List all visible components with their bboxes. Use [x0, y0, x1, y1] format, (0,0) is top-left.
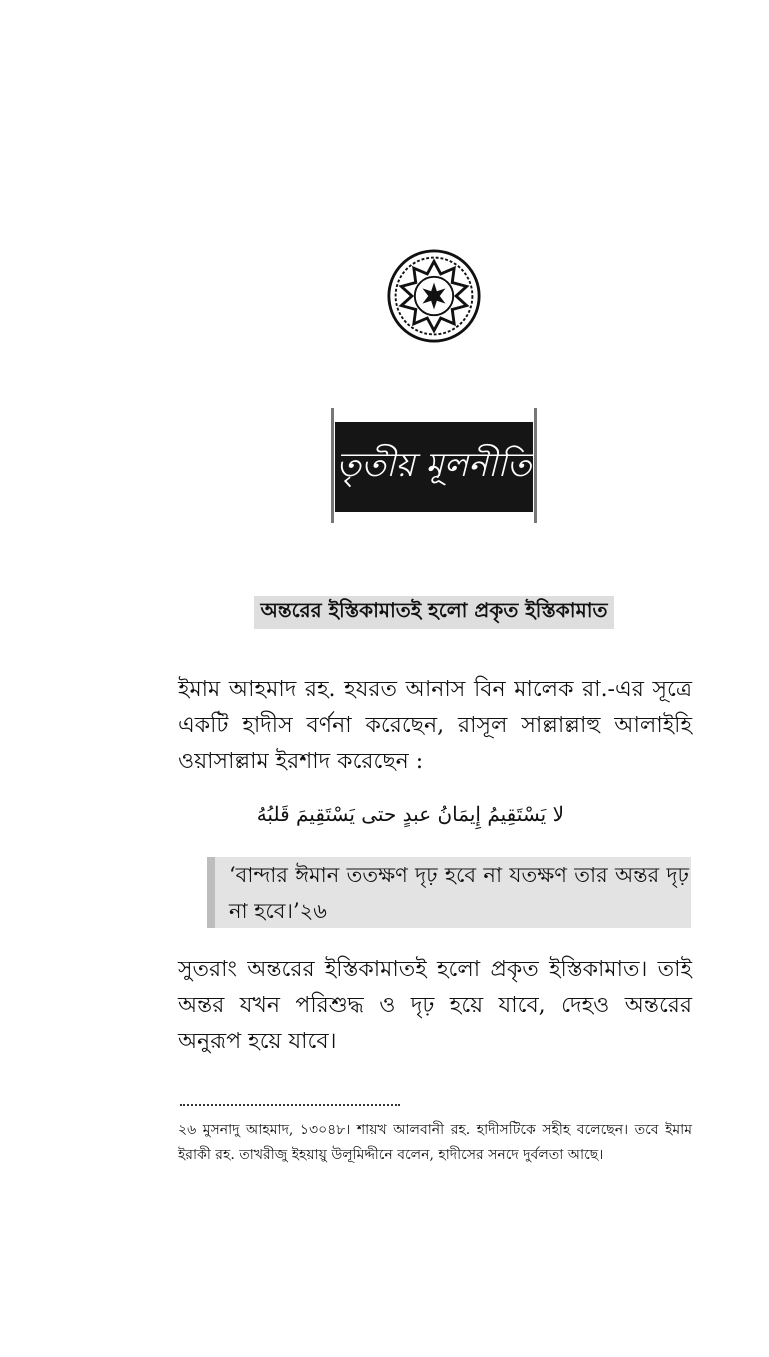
chapter-banner [331, 408, 537, 523]
section-heading: অন্তরের ইস্তিকামাতই হলো প্রকৃত ইস্তিকামাত [254, 596, 614, 629]
chapter-title: তৃতীয় মূলনীতি [335, 422, 533, 512]
banner-rod-left [331, 408, 334, 523]
ornament-medallion-icon [386, 248, 482, 344]
translation-quote [207, 857, 691, 928]
footnote-divider [180, 1104, 400, 1106]
translation-text: ‘বান্দার ঈমান ততক্ষণ দৃঢ় হবে না যতক্ষণ তার অন্তর দৃঢ় না হবে।’২৬ [229, 863, 689, 923]
footnote-text: ২৬ মুসনাদু আহমাদ, ১৩০৪৮। শায়খ আলবানী রহ. হাদীসটিকে সহীহ বলেছেন। তবে ইমাম ইরাকী রহ. তাখরীজু ইহয়ায়ু উলূমিদ্দীনে বলেন, হাদীসের সনদে দুর্বলতা আছে। [178, 1122, 692, 1163]
intro-paragraph: ইমাম আহমাদ রহ. হযরত আনাস বিন মালেক রা.-এর সূত্রে একটি হাদীস বর্ণনা করেছেন, রাসূল সাল্লাল্লাহু আলাইহি ওয়াসাল্লাম ইরশাদ করেছেন : [178, 677, 692, 774]
arabic-hadith: لا يَسْتَقِيمُ إِيمَانُ عبدٍ حتى يَسْتَقِيمَ قَلبُهُ [256, 802, 564, 826]
conclusion-paragraph: সুতরাং অন্তরের ইস্তিকামাতই হলো প্রকৃত ইস্তিকামাত। তাই অন্তর যখন পরিশুদ্ধ ও দৃঢ় হয়ে যাবে, দেহও অন্তরের অনুরূপ হয়ে যাবে। [178, 957, 692, 1054]
quote-bar [207, 857, 215, 928]
banner-rod-right [534, 408, 537, 523]
